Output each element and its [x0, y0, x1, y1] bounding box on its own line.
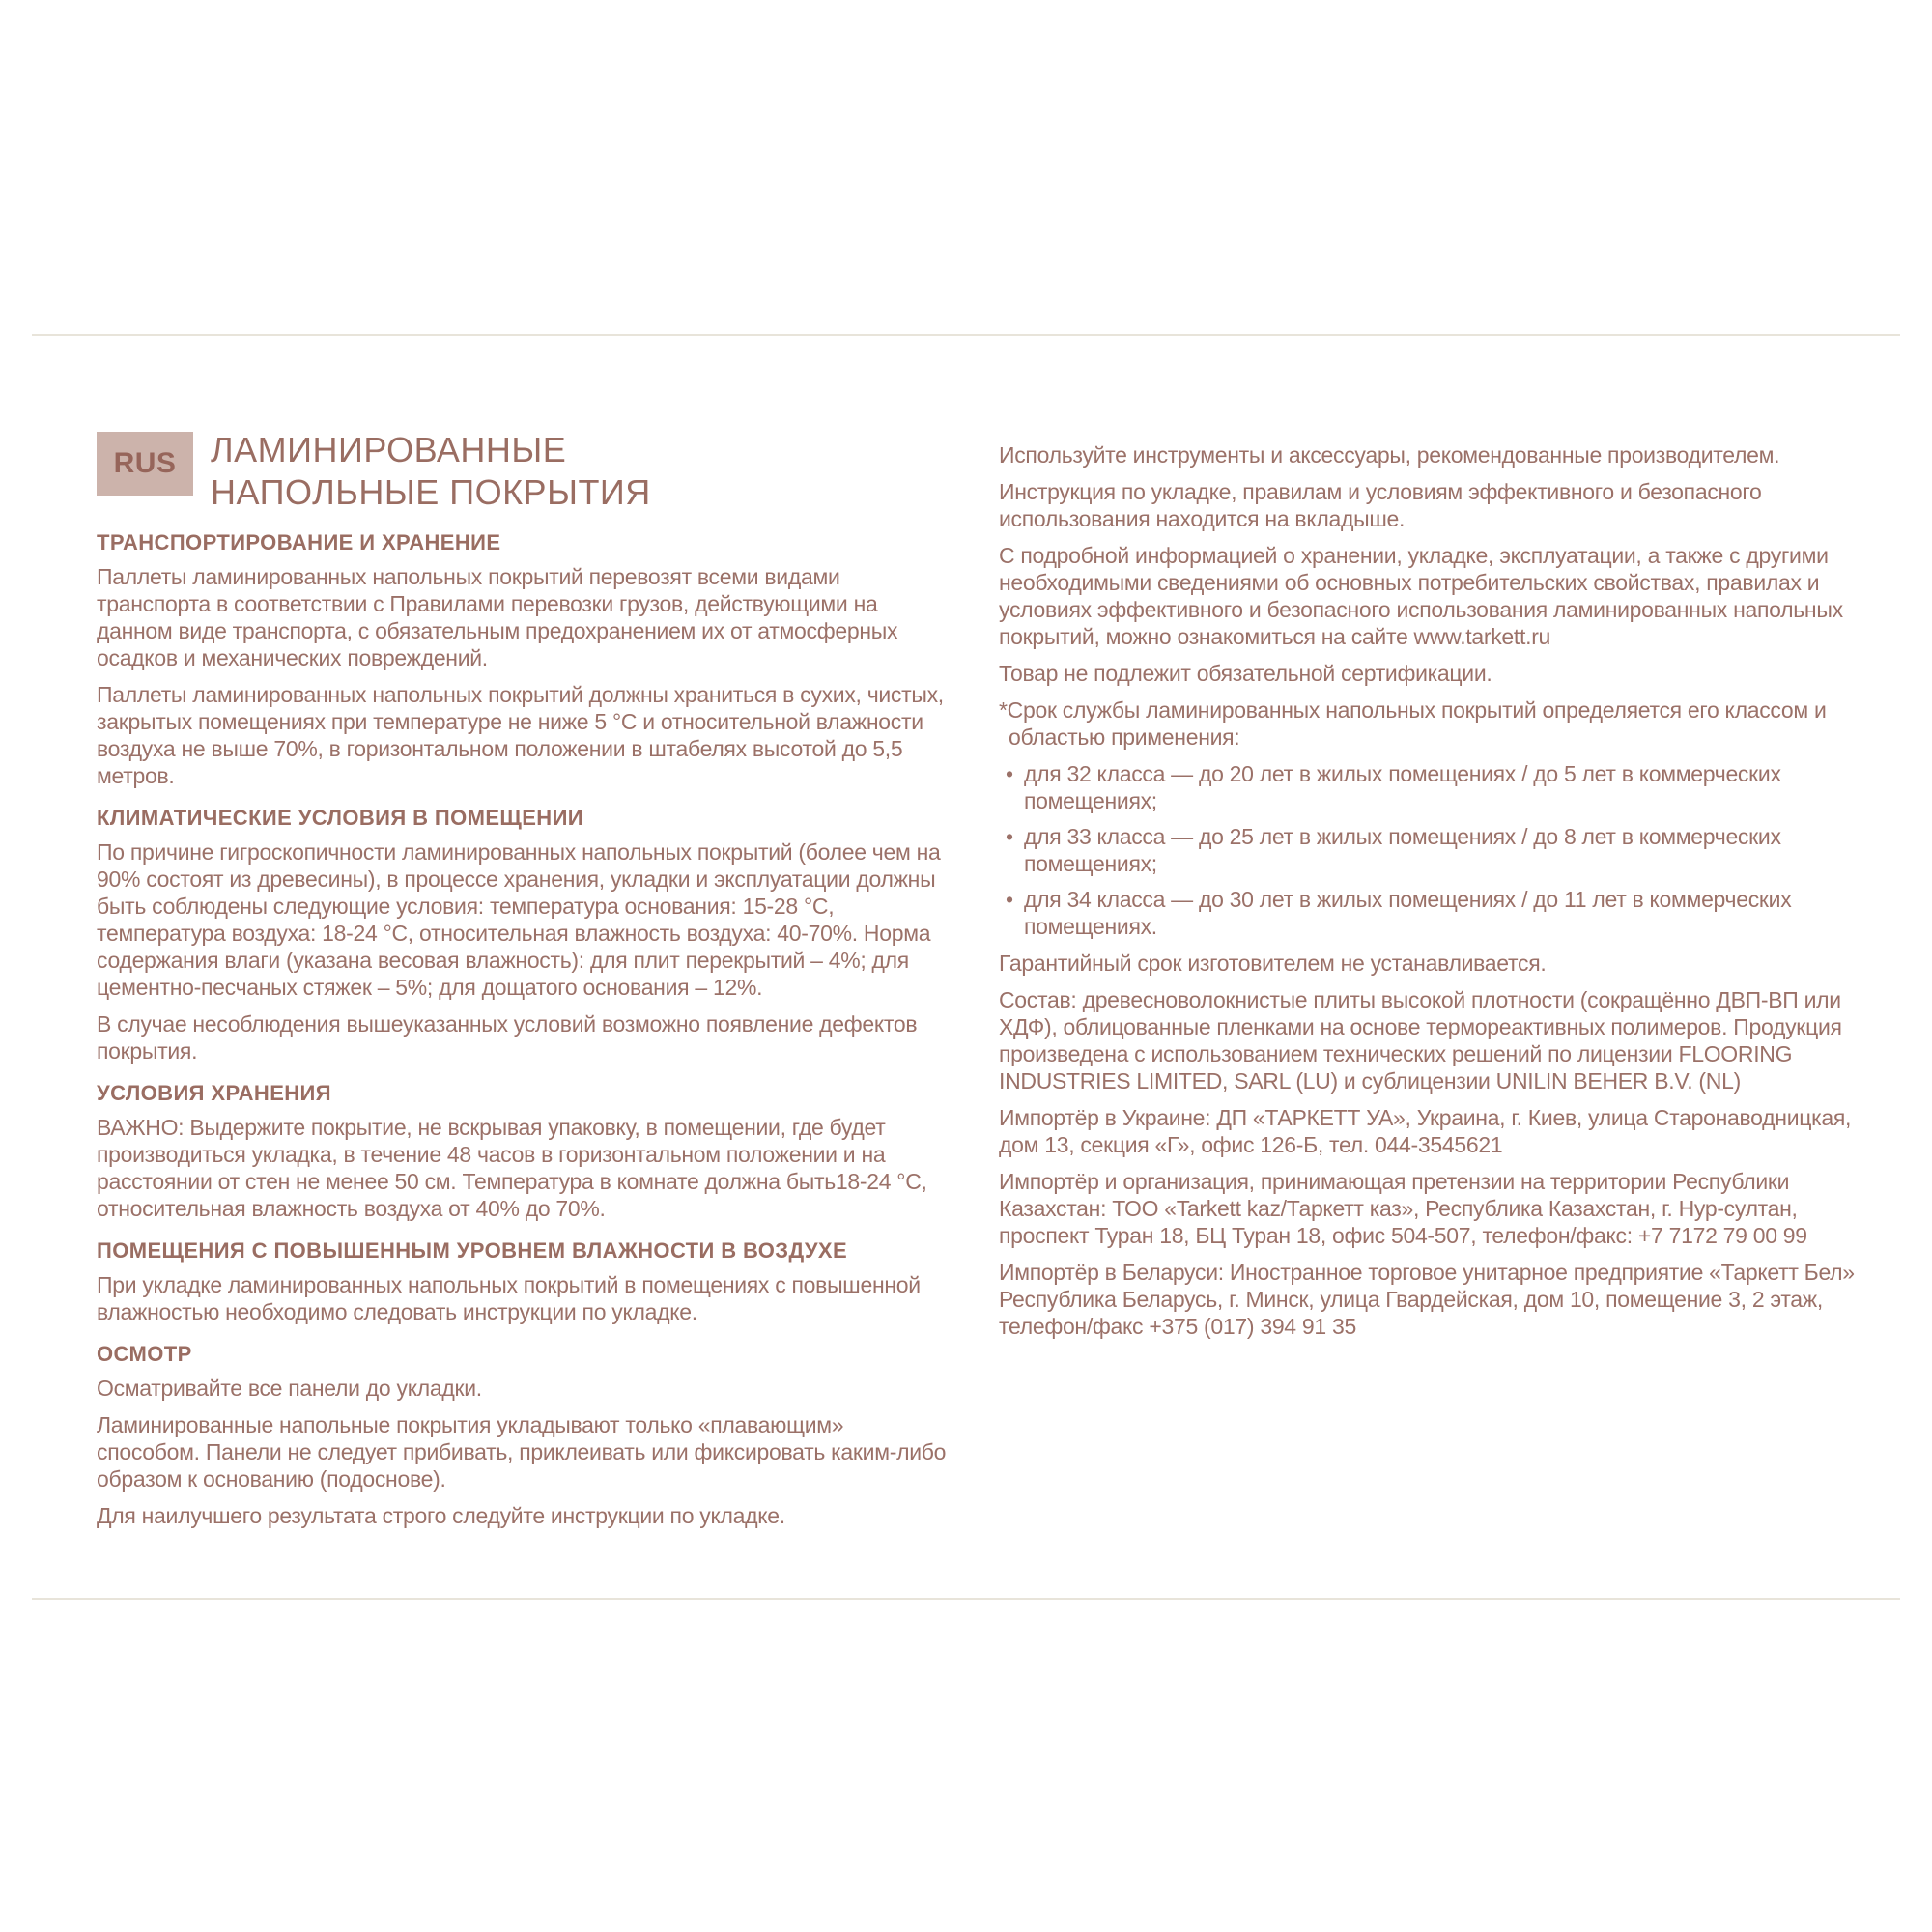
paragraph: Паллеты ламинированных напольных покрытий перевозят всеми видами транспорта в соответствии с Правилами перевозки грузов, действующими на данном виде транспорта, с обязательным предохранением их от атмосферных осадков и механических повреждений.: [97, 564, 898, 670]
section-heading-humidity: ПОМЕЩЕНИЯ С ПОВЫШЕННЫМ УРОВНЕМ ВЛАЖНОСТИ В ВОЗДУХЕ: [97, 1238, 848, 1263]
paragraph-importer-belarus: Импортёр в Беларуси: Иностранное торговое унитарное предприятие «Таркетт Бел» Республика Беларусь, г. Минск, улица Гвардейская, дом 10, помещение 3, 2 этаж, телефон/факс +375 (017) 394 91 35: [999, 1260, 1855, 1339]
paragraph: ВАЖНО: Выдержите покрытие, не вскрывая упаковку, в помещении, где будет производиться укладка, в течение 48 часов в горизонтальном положении и на расстоянии от стен не менее 50 см. Температура в комнате должна быть18-24 °С, относительная влажность воздуха от 40% до 70%.: [97, 1115, 927, 1221]
paragraph: При укладке ламинированных напольных покрытий в помещениях с повышенной влажностью необходимо следовать инструкции по укладке.: [97, 1272, 921, 1324]
bullet-marker: •: [1006, 824, 1013, 849]
page-title-line2: НАПОЛЬНЫЕ ПОКРЫТИЯ: [211, 472, 651, 512]
top-divider: [32, 334, 1900, 336]
right-column: [999, 440, 1868, 1350]
section-heading-storage: УСЛОВИЯ ХРАНЕНИЯ: [97, 1081, 331, 1105]
section-heading-climate: КЛИМАТИЧЕСКИЕ УСЛОВИЯ В ПОМЕЩЕНИИ: [97, 806, 584, 830]
paragraph: С подробной информацией о хранении, укладке, эксплуатации, а также с другими необходимыми сведениями об основных потребительских свойствах, правилах и условиях эффективного и безопасного использования ламинированных напольных покрытий, можно ознакомиться на сайте www.tarkett.ru: [999, 543, 1843, 649]
bullet-marker: •: [1006, 887, 1013, 912]
paragraph: Состав: древесноволокнистые плиты высокой плотности (сокращённо ДВП-ВП или ХДФ), облицованные пленками на основе термореактивных полимеров. Продукция произведена с использованием технических решений по лицензии FLOORING INDUSTRIES LIMITED, SARL (LU) и сублицензии UNILIN BEHER B.V. (NL): [999, 987, 1842, 1094]
paragraph-importer-ukraine: Импортёр в Украине: ДП «ТАРКЕТТ УА», Украина, г. Киев, улица Старонаводницкая, дом 13, секция «Г», офис 126-Б, тел. 044-3545621: [999, 1105, 1852, 1157]
section-heading-inspection: ОСМОТР: [97, 1342, 192, 1366]
list-item-text: для 33 класса — до 25 лет в жилых помещениях / до 8 лет в коммерческих помещениях;: [1024, 824, 1781, 876]
page-title-line1: ЛАМИНИРОВАННЫЕ: [211, 430, 567, 469]
list-item-text: для 32 класса — до 20 лет в жилых помещениях / до 5 лет в коммерческих помещениях;: [1024, 761, 1781, 813]
paragraph: Используйте инструменты и аксессуары, рекомендованные производителем.: [999, 442, 1780, 468]
paragraph: Товар не подлежит обязательной сертификации.: [999, 661, 1492, 686]
language-badge: RUS: [97, 432, 193, 496]
bottom-divider: [32, 1598, 1900, 1600]
service-life-intro: *Срок службы ламинированных напольных покрытий определяется его классом и областью применения:: [999, 697, 1827, 750]
list-item-text: для 34 класса — до 30 лет в жилых помещениях / до 11 лет в коммерческих помещениях.: [1024, 887, 1792, 939]
paragraph: Гарантийный срок изготовителем не устанавливается.: [999, 951, 1547, 976]
list-item-class-34: [999, 886, 1868, 940]
paragraph: Для наилучшего результата строго следуйте инструкции по укладке.: [97, 1503, 785, 1528]
paragraph: В случае несоблюдения вышеуказанных условий возможно появление дефектов покрытия.: [97, 1011, 918, 1064]
bullet-marker: •: [1006, 761, 1013, 786]
title-row: [97, 432, 947, 514]
paragraph: Инструкция по укладке, правилам и условиям эффективного и безопасного использования находится на вкладыше.: [999, 479, 1762, 531]
section-heading-transport: ТРАНСПОРТИРОВАНИЕ И ХРАНЕНИЕ: [97, 530, 501, 554]
list-item-class-33: [999, 823, 1868, 877]
paragraph: Паллеты ламинированных напольных покрытий должны храниться в сухих, чистых, закрытых помещениях при температуре не ниже 5 °С и относительной влажности воздуха не выше 70%, в горизонтальном положении в штабелях высотой до 5,5 метров.: [97, 682, 944, 788]
paragraph: Ламинированные напольные покрытия укладывают только «плавающим» способом. Панели не следует прибивать, приклеивать или фиксировать каким-либо образом к основанию (подоснове).: [97, 1412, 947, 1492]
paragraph: По причине гигроскопичности ламинированных напольных покрытий (более чем на 90% состоят из древесины), в процессе хранения, укладки и эксплуатации должны быть соблюдены следующие условия: температура основания: 15-28 °С, температура воздуха: 18-24 °С, относительная влажность воздуха: 40-70%. Норма содержания влаги (указана весовая влажность): для плит перекрытий – 4%; для цементно-песчаных стяжек – 5%; для дощатого основания – 12%.: [97, 839, 941, 1000]
paragraph: Осматривайте все панели до укладки.: [97, 1376, 482, 1401]
paragraph-importer-kazakhstan: Импортёр и организация, принимающая претензии на территории Республики Казахстан: ТОО «Tarkett kaz/Таркетт каз», Республика Казахстан, г. Нур-султан, проспект Туран 18, БЦ Туран 18, офис 504-507, телефон/факс: +7 7172 79 00 99: [999, 1169, 1807, 1248]
list-item-class-32: [999, 760, 1868, 814]
page-title: [211, 429, 651, 514]
left-column: [97, 432, 947, 1539]
